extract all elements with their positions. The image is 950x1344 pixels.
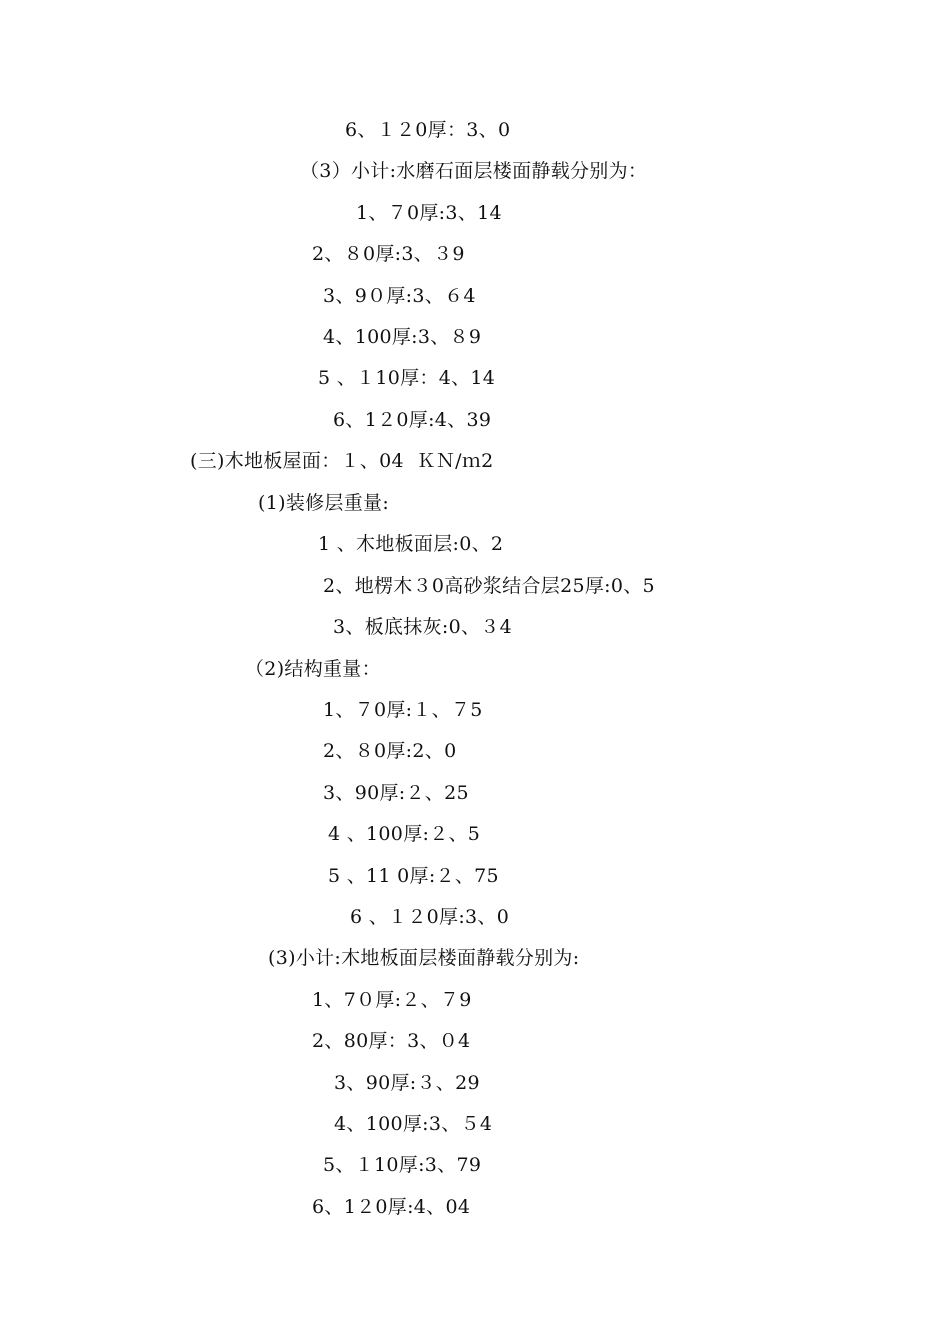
text-line: 1、７0厚:１、７5 (323, 699, 483, 721)
text-line: 5 、11 0厚:２、75 (328, 865, 499, 887)
text-line: 3、90厚:３、29 (334, 1072, 480, 1094)
text-line: 4、100厚:3、５4 (334, 1113, 493, 1135)
text-line: 6、1２0厚:4、39 (333, 409, 492, 431)
text-line: 4 、100厚:２、5 (328, 823, 481, 845)
section-heading: (1)装修层重量: (258, 492, 390, 514)
text-line: 1、7０厚:２、７9 (312, 989, 472, 1011)
text-line: 6、１２0厚：3、0 (345, 119, 511, 141)
text-line: 2、80厚：3、０4 (312, 1030, 471, 1052)
text-line: 1、７0厚:3、14 (356, 202, 502, 224)
text-line: 5 、１10厚：4、14 (318, 367, 496, 389)
text-line: 2、地楞木３0高砂浆结合层25厚:0、5 (323, 575, 655, 597)
text-line: 3、板底抹灰:0、３4 (333, 616, 512, 638)
text-line: 4、100厚:3、８9 (323, 326, 482, 348)
text-line: 6 、１２0厚:3、0 (350, 906, 510, 928)
section-heading: （3）小计:水磨石面层楼面静载分别为： (300, 160, 648, 182)
text-line: 3、90厚:２、25 (323, 782, 469, 804)
text-line: 3、9０厚:3、６4 (323, 285, 476, 307)
section-heading: (三)木地板屋面：１、04 ＫＮ/ｍ2 (190, 450, 494, 472)
text-line: 2、８0厚:2、0 (323, 740, 457, 762)
text-line: 5、１10厚:3、79 (323, 1154, 482, 1176)
text-line: 6、1２0厚:4、04 (312, 1196, 471, 1218)
section-heading: （2)结构重量： (245, 658, 381, 680)
section-heading: (3)小计:木地板面层楼面静载分别为: (268, 947, 580, 969)
text-line: 2、８0厚:3、３9 (312, 243, 465, 265)
text-line: 1 、木地板面层:0、2 (318, 533, 504, 555)
